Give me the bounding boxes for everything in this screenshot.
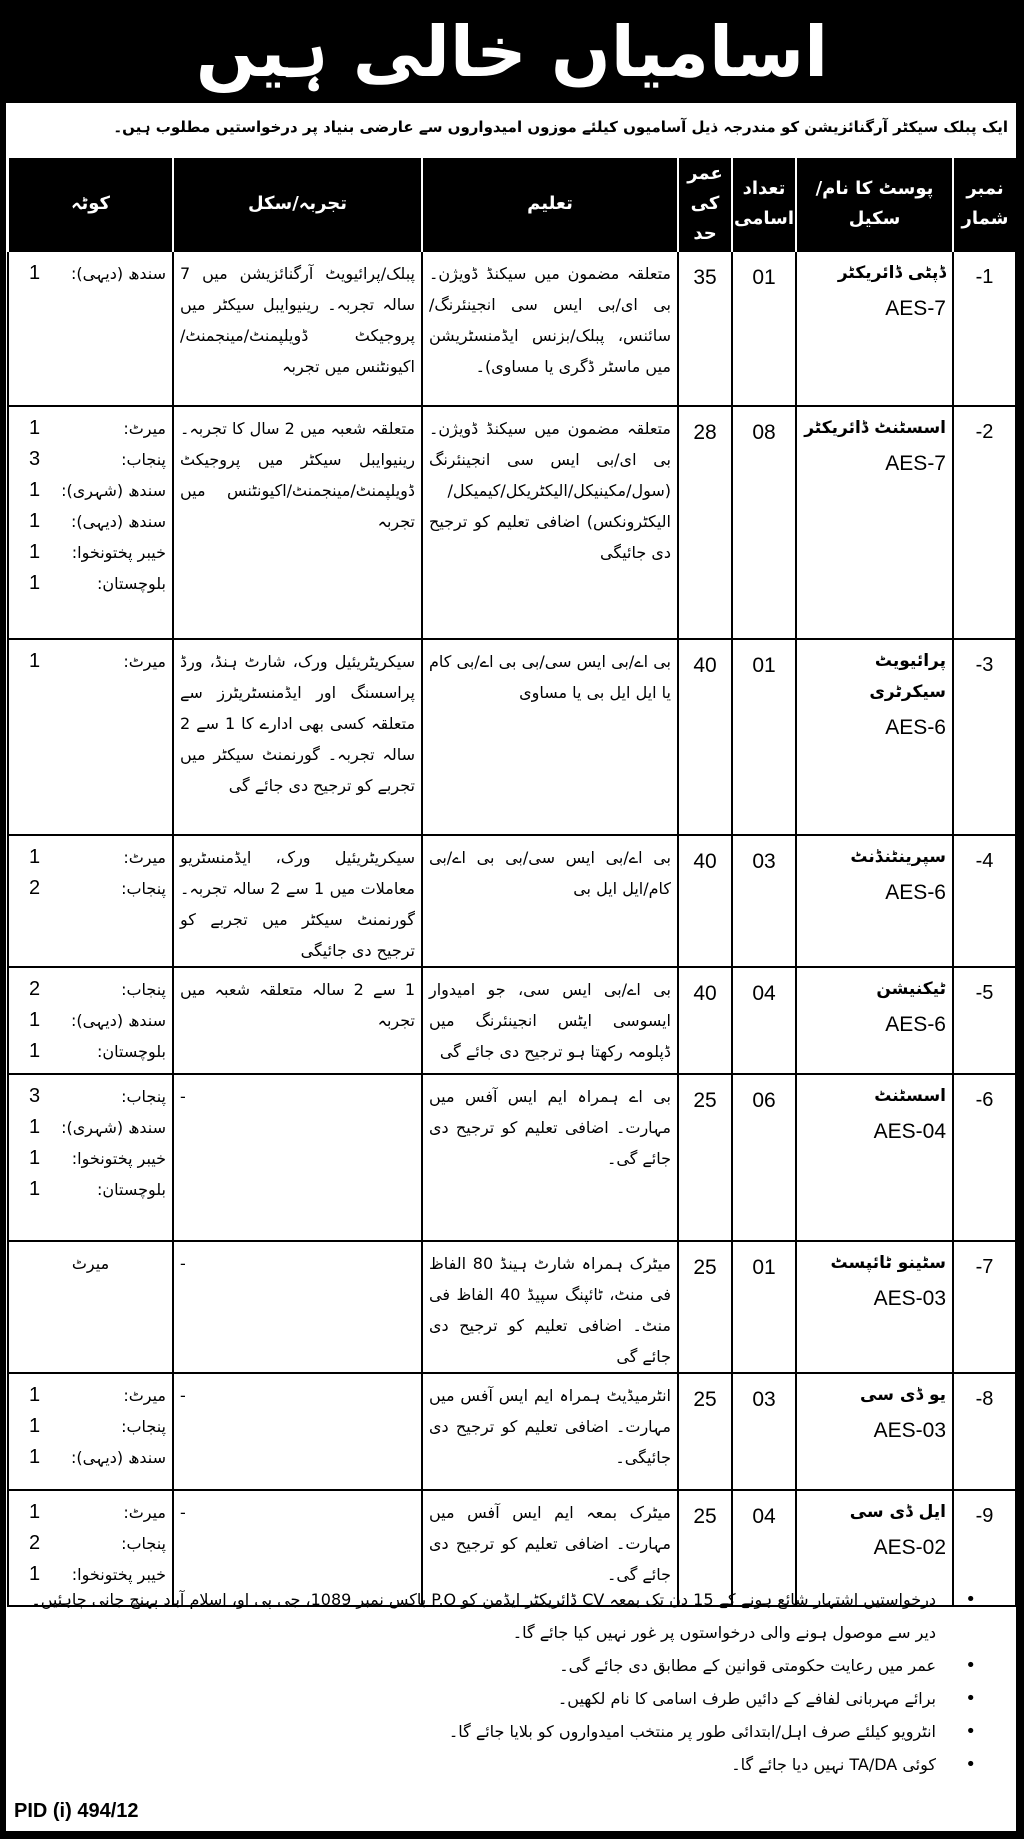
post-scale: AES-04 [873, 1120, 946, 1143]
age-limit: 40 [678, 639, 732, 835]
quota-item [15, 974, 166, 1005]
serial-number: 9- [953, 1490, 1016, 1606]
quota-cell [8, 406, 173, 639]
quota-item [15, 1497, 166, 1528]
quota-value: 1 [29, 846, 41, 868]
bullet-icon: • [965, 1589, 976, 1610]
post-cell [796, 1241, 953, 1373]
post-scale: AES-03 [873, 1419, 946, 1442]
vacancies-table [7, 158, 1017, 1607]
quota-value: 1 [29, 1040, 41, 1062]
quota-item [15, 1081, 166, 1112]
quota-value: 1 [29, 1009, 41, 1031]
quota-cell [8, 1373, 173, 1490]
post-name: اسسٹنٹ ڈائریکٹر [804, 418, 946, 438]
quota-cell [8, 1241, 173, 1373]
quota-label: سندھ (دیہی): [70, 264, 166, 283]
quota-label: سندھ (شہری): [61, 1118, 166, 1137]
post-name: سپرینٹنڈنٹ [850, 847, 946, 867]
post-scale: AES-02 [873, 1536, 946, 1559]
header-experience: تجربہ/سکل [173, 158, 422, 251]
quota-label: سندھ (دیہی): [70, 1011, 166, 1030]
quota-item [15, 1380, 166, 1411]
quota-label: پنجاب: [121, 879, 166, 898]
post-scale: AES-6 [885, 881, 946, 904]
quota-label: بلوچستان: [96, 574, 166, 593]
quota-value: 1 [29, 572, 41, 594]
quota-item: میرٹ [71, 1254, 110, 1273]
quota-item [15, 1005, 166, 1036]
quota-label: میرٹ: [123, 419, 166, 438]
post-cell [796, 1373, 953, 1490]
advertisement-sheet [6, 103, 1016, 1831]
quota-item [15, 506, 166, 537]
bullet-icon: • [965, 1721, 976, 1742]
experience: پبلک/پرائیویٹ آرگنائزیشن میں 7 سالہ تجربہ۔ رینیوایبل سیکٹر میں پروجیکٹ ڈویلپمنٹ/مینجمنٹ/اکیونٹنس میں تجربہ [173, 251, 422, 406]
quota-label: خیبر پختونخوا: [71, 1149, 166, 1168]
age-limit: 40 [678, 967, 732, 1074]
serial-number: 4- [953, 835, 1016, 967]
instruction-item [6, 1682, 996, 1715]
age-limit: 25 [678, 1241, 732, 1373]
quota-item [15, 444, 166, 475]
quota-item [15, 1442, 166, 1473]
title-banner [0, 0, 1024, 103]
experience: - [173, 1490, 422, 1606]
education: متعلقہ مضمون میں سیکنڈ ڈویژن۔ بی ای/بی ایس سی انجینئرنگ (سول/مکینیکل/الیکٹریکل/کیمیکل/الیکٹرونکس) اضافی تعلیم کو ترجیح دی جائیگی [422, 406, 678, 639]
table-row [8, 639, 1016, 835]
quota-value: 1 [29, 1147, 41, 1169]
post-name: ڈپٹی ڈائریکٹر [837, 263, 946, 283]
table-row [8, 406, 1016, 639]
post-cell [796, 835, 953, 967]
vacancy-count: 01 [732, 639, 796, 835]
quota-value: 1 [29, 1446, 41, 1468]
post-scale: AES-7 [885, 297, 946, 320]
quota-value: 1 [29, 541, 41, 563]
experience: 1 سے 2 سالہ متعلقہ شعبہ میں تجربہ [173, 967, 422, 1074]
quota-label: پنجاب: [121, 1534, 166, 1553]
age-limit: 40 [678, 835, 732, 967]
experience: - [173, 1241, 422, 1373]
post-cell [796, 639, 953, 835]
quota-label: خیبر پختونخوا: [71, 1565, 166, 1584]
quota-item [15, 1143, 166, 1174]
age-limit: 35 [678, 251, 732, 406]
post-name: یو ڈی سی [860, 1385, 946, 1405]
instruction-item [6, 1649, 996, 1682]
post-name: پرائیویٹ سیکرٹری [869, 651, 946, 702]
quota-item [15, 1411, 166, 1442]
quota-label: میرٹ: [123, 848, 166, 867]
table-row [8, 967, 1016, 1074]
quota-item [15, 1036, 166, 1067]
quota-label: سندھ (دیہی): [70, 512, 166, 531]
table-row [8, 835, 1016, 967]
education: بی اے ہمراہ ایم ایس آفس میں مہارت۔ اضافی تعلیم کو ترجیح دی جائے گی۔ [422, 1074, 678, 1241]
instruction-item [6, 1715, 996, 1748]
vacancy-count: 06 [732, 1074, 796, 1241]
quota-value: 1 [29, 262, 41, 284]
quota-label: پنجاب: [121, 450, 166, 469]
table-row [8, 1074, 1016, 1241]
quota-item [15, 537, 166, 568]
age-limit: 28 [678, 406, 732, 639]
post-scale: AES-03 [873, 1287, 946, 1310]
quota-value: 1 [29, 1501, 41, 1523]
quota-item [15, 413, 166, 444]
instruction-text: انٹرویو کیلئے صرف اہل/ابتدائی طور پر منتخب امیدواروں کو بلایا جائے گا۔ [448, 1722, 936, 1741]
post-name: ایل ڈی سی [849, 1502, 946, 1522]
post-cell [796, 251, 953, 406]
age-limit: 25 [678, 1490, 732, 1606]
table-row [8, 1373, 1016, 1490]
instruction-text: کوئی TA/DA نہیں دیا جائے گا۔ [731, 1755, 936, 1774]
quota-value: 2 [29, 978, 41, 1000]
quota-label: پنجاب: [121, 980, 166, 999]
header-post: پوسٹ کا نام/سکیل [796, 158, 953, 251]
serial-number: 3- [953, 639, 1016, 835]
quota-item [15, 568, 166, 599]
education: انٹرمیڈیٹ ہمراہ ایم ایس آفس میں مہارت۔ اضافی تعلیم کو ترجیح دی جائیگی۔ [422, 1373, 678, 1490]
quota-label: سندھ (دیہی): [70, 1448, 166, 1467]
quota-label: سندھ (شہری): [61, 481, 166, 500]
age-limit: 25 [678, 1373, 732, 1490]
quota-label: پنجاب: [121, 1417, 166, 1436]
instruction-item [6, 1748, 996, 1781]
quota-label: میرٹ: [123, 1386, 166, 1405]
quota-item [15, 646, 166, 677]
quota-label: پنجاب: [121, 1087, 166, 1106]
quota-cell [8, 1074, 173, 1241]
quota-value: 3 [29, 1085, 41, 1107]
quota-cell [8, 967, 173, 1074]
quota-label: بلوچستان: [96, 1042, 166, 1061]
post-cell [796, 1074, 953, 1241]
table-row [8, 1241, 1016, 1373]
quota-cell [8, 251, 173, 406]
header-quota: کوٹہ [8, 158, 173, 251]
instruction-text: عمر میں رعایت حکومتی قوانین کے مطابق دی جائے گی۔ [559, 1656, 936, 1675]
quota-label: میرٹ: [123, 1503, 166, 1522]
table-row [8, 251, 1016, 406]
instruction-item [6, 1583, 996, 1649]
post-scale: AES-6 [885, 716, 946, 739]
instruction-text: برائے مہربانی لفافے کے دائیں طرف اسامی کا نام لکھیں۔ [557, 1689, 936, 1708]
bullet-icon: • [965, 1655, 976, 1676]
experience: سیکریٹریئیل ورک، ایڈمنسٹریو معاملات میں 1 سے 2 سالہ تجربہ۔ گورنمنٹ سیکٹر میں تجربے کو ترجیح دی جائیگی [173, 835, 422, 967]
post-name: اسسٹنٹ [874, 1086, 946, 1106]
experience: - [173, 1074, 422, 1241]
vacancy-count: 08 [732, 406, 796, 639]
experience: متعلقہ شعبہ میں 2 سال کا تجربہ۔ رینیوایبل سیکٹر میں پروجیکٹ ڈویلپمنٹ/مینجمنٹ/اکیونٹنس میں تجربہ [173, 406, 422, 639]
quota-cell [8, 835, 173, 967]
serial-number: 8- [953, 1373, 1016, 1490]
quota-value: 1 [29, 510, 41, 532]
quota-value: 1 [29, 1116, 41, 1138]
quota-item [15, 1174, 166, 1205]
instructions [6, 1583, 1016, 1831]
quota-label: خیبر پختونخوا: [71, 543, 166, 562]
quota-value: 1 [29, 650, 41, 672]
experience: سیکریٹریئیل ورک، شارٹ ہنڈ، ورڈ پراسسنگ اور ایڈمنسٹریٹرز سے متعلقہ کسی بھی ادارے کا 1 سے 2 سالہ تجربہ۔ گورنمنٹ سیکٹر میں تجربے کو ترجیح دی جائے گی [173, 639, 422, 835]
header-serial: نمبر شمار [953, 158, 1016, 251]
quota-label: میرٹ: [123, 652, 166, 671]
header-count: تعداد اسامی [732, 158, 796, 251]
vacancy-count: 01 [732, 1241, 796, 1373]
table-header-row [8, 158, 1016, 251]
quota-value: 1 [29, 1563, 41, 1585]
quota-value: 1 [29, 479, 41, 501]
post-cell [796, 406, 953, 639]
vacancy-count: 04 [732, 967, 796, 1074]
post-name: ٹیکنیشن [876, 979, 946, 999]
education: بی اے/بی ایس سی، جو امیدوار ایسوسی ایٹس انجینئرنگ میں ڈپلومہ رکھتا ہو ترجیح دی جائے گی [422, 967, 678, 1074]
instruction-text: درخواستیں اشتہار شائع ہونے کے 15 دن تک بمعہ CV ڈائریکٹر ایڈمن کو P.O باکس نمبر 1089، جی پی او، اسلام آباد پہنچ جانی چاہئیں۔ دیر سے موصول ہونے والی درخواستوں پر غور نہیں کیا جائے گا۔ [31, 1590, 936, 1642]
education: بی اے/بی ایس سی/بی بی اے/بی کام/ایل ایل بی [422, 835, 678, 967]
education: متعلقہ مضمون میں سیکنڈ ڈویژن۔ بی ای/بی ایس سی انجینئرنگ/سائنس، پبلک/بزنس ایڈمنسٹریشن میں ماسٹر ڈگری یا مساوی)۔ [422, 251, 678, 406]
quota-item [15, 842, 166, 873]
quota-value: 1 [29, 1178, 41, 1200]
serial-number: 5- [953, 967, 1016, 1074]
education: میٹرک ہمراہ شارٹ ہینڈ 80 الفاظ فی منٹ، ٹائپنگ سپیڈ 40 الفاظ فی منٹ۔ اضافی تعلیم کو ترجیح دی جائے گی [422, 1241, 678, 1373]
quota-label: بلوچستان: [96, 1180, 166, 1199]
vacancy-count: 03 [732, 835, 796, 967]
header-education: تعلیم [422, 158, 678, 251]
quota-item [15, 1112, 166, 1143]
quota-value: 1 [29, 1384, 41, 1406]
vacancy-count: 01 [732, 251, 796, 406]
bullet-icon: • [965, 1688, 976, 1709]
education: بی اے/بی ایس سی/بی بی اے/بی کام یا ایل ایل بی یا مساوی [422, 639, 678, 835]
serial-number: 7- [953, 1241, 1016, 1373]
serial-number: 6- [953, 1074, 1016, 1241]
quota-item [15, 475, 166, 506]
age-limit: 25 [678, 1074, 732, 1241]
vacancy-count: 04 [732, 1490, 796, 1606]
post-cell [796, 967, 953, 1074]
quota-value: 1 [29, 417, 41, 439]
quota-item [15, 1528, 166, 1559]
post-scale: AES-6 [885, 1013, 946, 1036]
quota-cell [8, 639, 173, 835]
quota-value: 2 [29, 1532, 41, 1554]
header-age: عمر کی حد [678, 158, 732, 251]
pid-number: PID (i) 494/12 [14, 1800, 139, 1822]
serial-number: 2- [953, 406, 1016, 639]
quota-item [15, 258, 166, 289]
intro-text: ایک پبلک سیکٹر آرگنائزیشن کو مندرجہ ذیل آسامیوں کیلئے موزوں امیدواروں سے عارضی بنیاد پر درخواستیں مطلوب ہیں۔ [113, 118, 1008, 136]
serial-number: 1- [953, 251, 1016, 406]
post-scale: AES-7 [885, 452, 946, 475]
quota-value: 1 [29, 1415, 41, 1437]
education: میٹرک بمعہ ایم ایس آفس میں مہارت۔ اضافی تعلیم کو ترجیح دی جائے گی۔ [422, 1490, 678, 1606]
page-title: اسامیاں خالی ہیں [195, 10, 829, 93]
quota-item [15, 873, 166, 904]
post-name: سٹینو ٹائپسٹ [830, 1253, 946, 1273]
experience: - [173, 1373, 422, 1490]
quota-value: 2 [29, 877, 41, 899]
bullet-icon: • [965, 1754, 976, 1775]
vacancy-count: 03 [732, 1373, 796, 1490]
quota-value: 3 [29, 448, 41, 470]
